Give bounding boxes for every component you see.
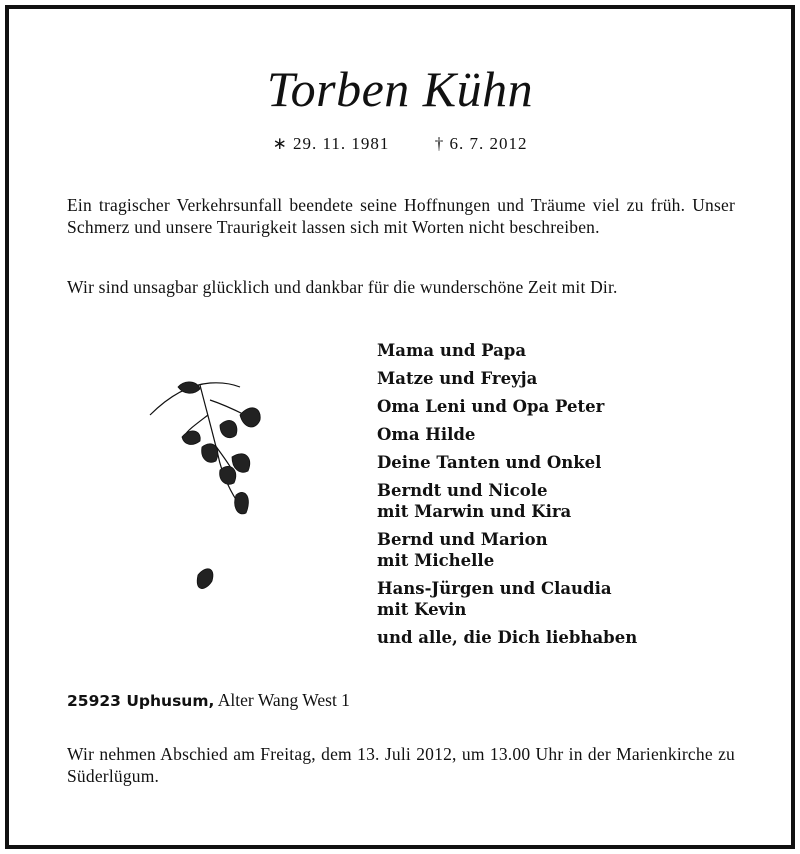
family-entry-line: Bernd und Marion <box>377 530 548 549</box>
death-date: † 6. 7. 2012 <box>434 134 528 153</box>
family-entry <box>377 627 757 648</box>
family-entry <box>377 480 757 522</box>
address <box>67 690 350 711</box>
address-street: Alter Wang West 1 <box>217 690 350 710</box>
family-entry <box>377 578 757 620</box>
family-entry-line: mit Michelle <box>377 551 495 570</box>
family-entry <box>377 529 757 571</box>
family-entry <box>377 396 757 417</box>
family-entry-line: mit Kevin <box>377 600 467 619</box>
family-entry-line: Mama und Papa <box>377 341 527 360</box>
life-dates <box>0 134 800 154</box>
family-entry-line: Oma Hilde <box>377 425 476 444</box>
address-city: 25923 Uphusum, <box>67 692 215 710</box>
deceased-name: Torben Kühn <box>266 61 534 117</box>
family-entry <box>377 424 757 445</box>
birch-branch-illustration <box>140 375 280 615</box>
family-entry-line: Hans-Jürgen und Claudia <box>377 579 612 598</box>
family-entry-line: Berndt und Nicole <box>377 481 548 500</box>
family-entry-line: Oma Leni und Opa Peter <box>377 397 605 416</box>
birth-date: ∗ 29. 11. 1981 <box>272 134 390 153</box>
family-entry-line: und alle, die Dich liebhaben <box>377 628 638 647</box>
family-entry <box>377 452 757 473</box>
family-list <box>377 340 757 655</box>
funeral-paragraph: Wir nehmen Abschied am Freitag, dem 13. Juli 2012, um 13.00 Uhr in der Marienkirche zu Süderlügum. <box>67 744 735 786</box>
family-entry <box>377 368 757 389</box>
family-entry-line: Deine Tanten und Onkel <box>377 453 602 472</box>
family-entry <box>377 340 757 361</box>
gratitude-paragraph: Wir sind unsagbar glücklich und dankbar für die wunderschöne Zeit mit Dir. <box>67 277 618 297</box>
family-entry-line: Matze und Freyja <box>377 369 538 388</box>
family-entry-line: mit Marwin und Kira <box>377 502 572 521</box>
intro-paragraph: Ein tragischer Verkehrsunfall beendete seine Hoffnungen und Träume viel zu früh. Unser Schmerz und unsere Traurigkeit lassen sich mit Worten nicht beschreiben. <box>67 195 735 237</box>
